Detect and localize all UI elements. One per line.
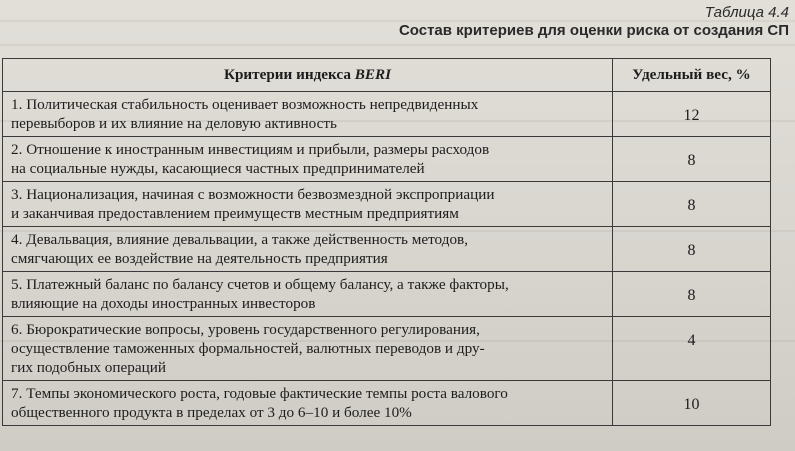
table-row [3, 92, 771, 137]
beri-index-label: BERI [354, 66, 392, 83]
table-title: Состав критериев для оценки риска от создания СП [398, 22, 789, 39]
criteria-line: 5. Платежный баланс по балансу счетов и общему балансу, а также факторы, [11, 276, 509, 293]
beri-criteria-table [2, 58, 771, 426]
criteria-line: смягчающих ее воздействие на деятельность предприятия [11, 250, 388, 267]
weight-column-header: Удельный вес, % [613, 59, 771, 92]
criteria-line: гих подобных операций [11, 359, 166, 376]
weight-cell: 12 [613, 92, 771, 137]
weight-cell: 8 [613, 272, 771, 317]
weight-cell: 8 [613, 137, 771, 182]
table-row [3, 381, 771, 426]
table-row [3, 272, 771, 317]
criteria-line: 3. Национализация, начиная с возможности безвозмездной экспроприации [11, 186, 495, 203]
criteria-line: 7. Темпы экономического роста, годовые фактические темпы роста валового [11, 385, 508, 402]
criteria-cell [3, 182, 613, 227]
criteria-line: осуществление таможенных формальностей, валютных переводов и дру- [11, 340, 485, 357]
criteria-line: 4. Девальвация, влияние девальвации, а также действенность методов, [11, 231, 469, 248]
weight-cell: 10 [613, 381, 771, 426]
criteria-line: общественного продукта в пределах от 3 до 6–10 и более 10% [11, 404, 412, 421]
criteria-line: перевыборов и их влияние на деловую активность [11, 115, 337, 132]
criteria-cell [3, 381, 613, 426]
criteria-line: на социальные нужды, касающиеся частных предпринимателей [11, 160, 425, 177]
criteria-header-text: Критерии индекса [223, 66, 355, 83]
table-caption [399, 4, 789, 40]
criteria-cell [3, 272, 613, 317]
table-header-row [3, 59, 771, 92]
weight-cell: 8 [613, 182, 771, 227]
table-row [3, 182, 771, 227]
criteria-cell [3, 317, 613, 381]
table-row [3, 317, 771, 381]
criteria-cell [3, 92, 613, 137]
criteria-cell [3, 227, 613, 272]
criteria-cell [3, 137, 613, 182]
criteria-line: 2. Отношение к иностранным инвестициям и прибыли, размеры расходов [11, 141, 490, 158]
bleed-through-line [0, 44, 795, 46]
criteria-line: 1. Политическая стабильность оценивает возможность непредвиденных [11, 96, 479, 113]
table-number: Таблица 4.4 [704, 4, 789, 21]
weight-cell: 8 [613, 227, 771, 272]
table-row [3, 227, 771, 272]
criteria-line: 6. Бюрократические вопросы, уровень государственного регулирования, [11, 321, 480, 338]
weight-cell: 4 [613, 317, 771, 381]
criteria-column-header [3, 59, 613, 92]
table-row [3, 137, 771, 182]
criteria-line: и заканчивая предоставлением преимуществ местным предприятиям [11, 205, 459, 222]
criteria-line: влияющие на доходы иностранных инвесторов [11, 295, 316, 312]
